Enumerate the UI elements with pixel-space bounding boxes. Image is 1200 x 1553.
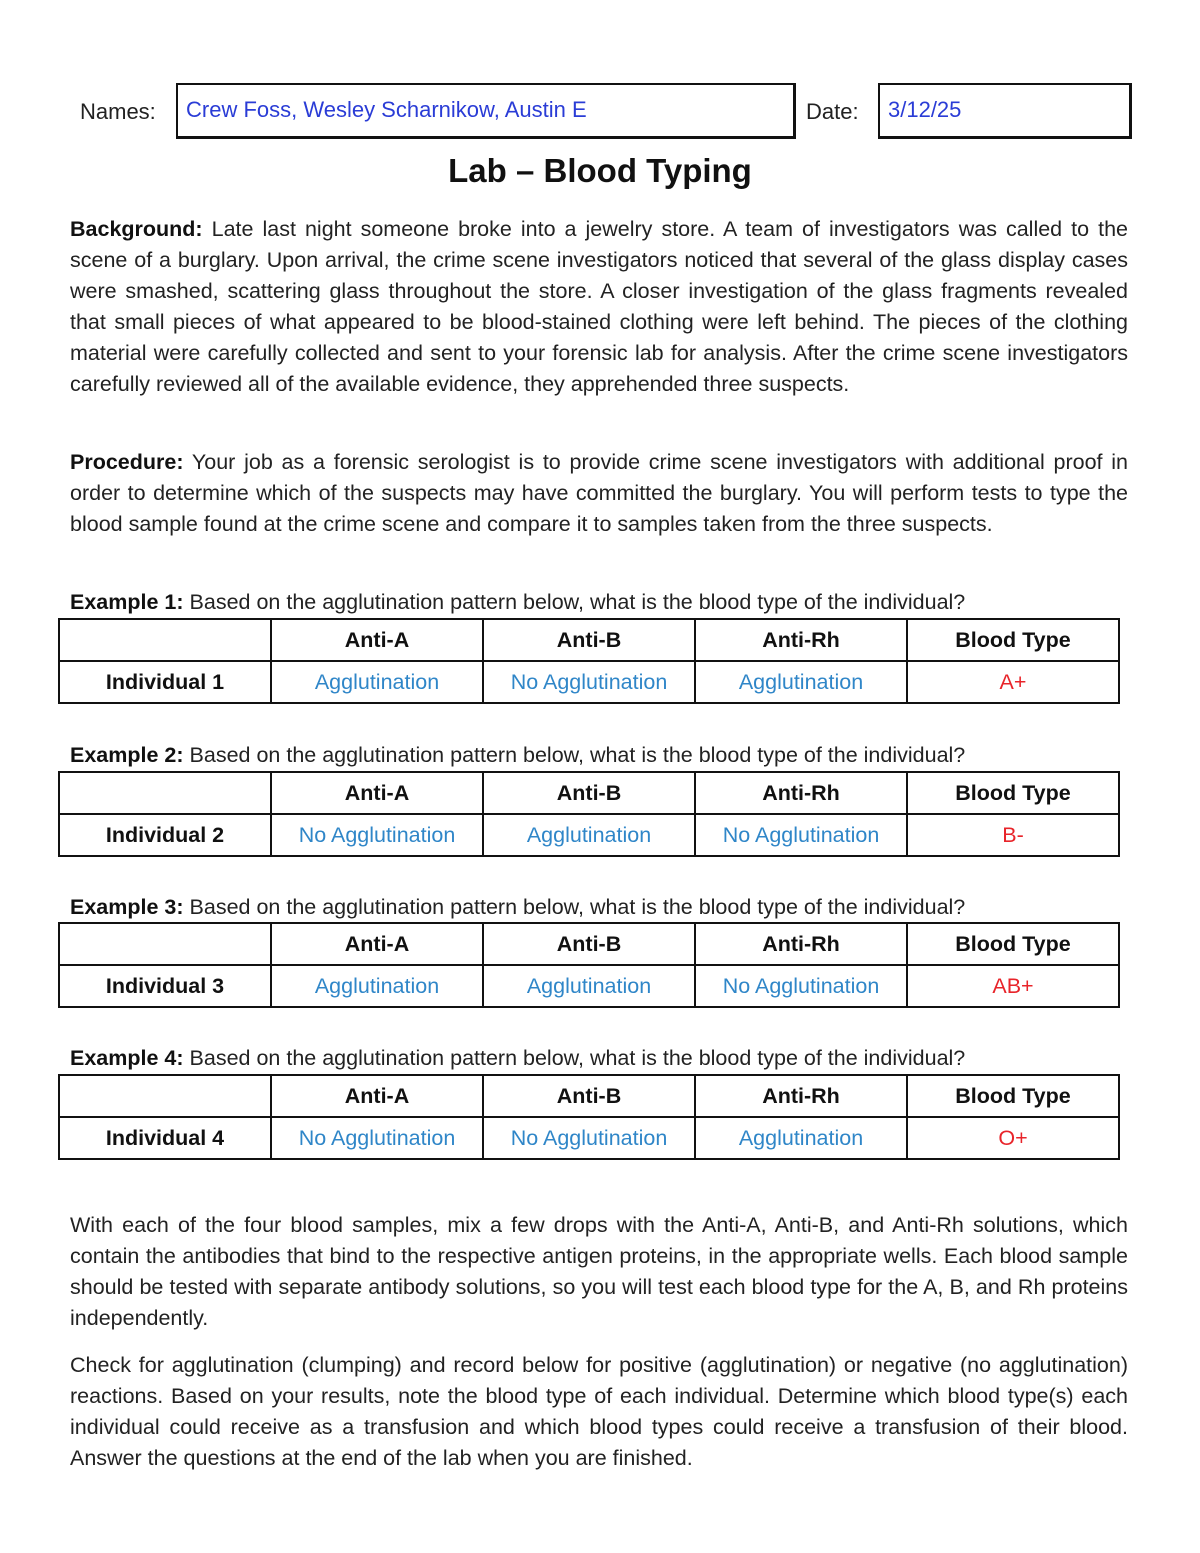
header-anti-a: Anti-A: [271, 619, 483, 661]
anti-a-result[interactable]: Agglutination: [271, 661, 483, 703]
table-row: [59, 1117, 1119, 1159]
example-3-question: [70, 895, 965, 920]
header-anti-rh: Anti-Rh: [695, 772, 907, 814]
example-3-table: [58, 922, 1120, 1008]
anti-b-result[interactable]: No Agglutination: [483, 661, 695, 703]
table-header-row: [59, 923, 1119, 965]
example-question: Based on the agglutination pattern below, what is the blood type of the individual?: [189, 590, 966, 614]
individual-label: Individual 4: [59, 1117, 271, 1159]
page-title: Lab – Blood Typing: [448, 152, 752, 189]
example-question: Based on the agglutination pattern below, what is the blood type of the individual?: [189, 743, 966, 767]
background-label: Background:: [70, 217, 203, 241]
example-label: Example 4:: [70, 1046, 184, 1070]
header-anti-rh: Anti-Rh: [695, 619, 907, 661]
example-label: Example 2:: [70, 743, 184, 767]
example-label: Example 3:: [70, 895, 184, 919]
anti-rh-result[interactable]: No Agglutination: [695, 965, 907, 1007]
example-4-question: [70, 1046, 965, 1071]
date-field[interactable]: 3/12/25: [878, 83, 1132, 139]
example-1-table: [58, 618, 1120, 704]
header-anti-a: Anti-A: [271, 923, 483, 965]
background-paragraph: [70, 214, 1128, 400]
table-row: [59, 661, 1119, 703]
anti-b-result[interactable]: Agglutination: [483, 965, 695, 1007]
table-header-row: [59, 619, 1119, 661]
instructions-paragraph-1: With each of the four blood samples, mix a few drops with the Anti-A, Anti-B, and Anti-Rh solutions, which contain the antibodies that bind to the respective antigen proteins, in the appropriate wells. Each blood sample should be tested with separate antibody solutions, so you will test each blood type for the A, B, and Rh proteins independently.: [70, 1213, 1128, 1330]
blood-type-result[interactable]: AB+: [907, 965, 1119, 1007]
date-label: Date:: [806, 99, 859, 124]
table-row: [59, 814, 1119, 856]
header-anti-rh: Anti-Rh: [695, 1075, 907, 1117]
corner-cell: [59, 1075, 271, 1117]
procedure-label: Procedure:: [70, 450, 184, 474]
procedure-paragraph: [70, 447, 1128, 540]
background-text: Late last night someone broke into a jewelry store. A team of investigators was called to the scene of a burglary. Upon arrival, the crime scene investigators noticed that several of the glass display cases were smashed, scattering glass throughout the store. A closer investigation of the glass fragments revealed that small pieces of what appeared to be blood-stained clothing were left behind. The pieces of the clothing material were carefully collected and sent to your forensic lab for analysis. After the crime scene investigators carefully reviewed all of the available evidence, they apprehended three suspects.: [70, 217, 1128, 396]
anti-a-result[interactable]: No Agglutination: [271, 1117, 483, 1159]
individual-label: Individual 1: [59, 661, 271, 703]
blood-type-result[interactable]: O+: [907, 1117, 1119, 1159]
names-field[interactable]: Crew Foss, Wesley Scharnikow, Austin E: [176, 83, 796, 139]
anti-b-result[interactable]: No Agglutination: [483, 1117, 695, 1159]
table-row: [59, 965, 1119, 1007]
example-question: Based on the agglutination pattern below, what is the blood type of the individual?: [189, 895, 966, 919]
procedure-text: Your job as a forensic serologist is to provide crime scene investigators with additional proof in order to determine which of the suspects may have committed the burglary. You will perform tests to type the blood sample found at the crime scene and compare it to samples taken from the three suspects.: [70, 450, 1128, 536]
header-anti-b: Anti-B: [483, 923, 695, 965]
anti-a-result[interactable]: Agglutination: [271, 965, 483, 1007]
anti-b-result[interactable]: Agglutination: [483, 814, 695, 856]
example-1-question: [70, 590, 965, 615]
corner-cell: [59, 923, 271, 965]
individual-label: Individual 3: [59, 965, 271, 1007]
header-anti-b: Anti-B: [483, 619, 695, 661]
blood-type-result[interactable]: A+: [907, 661, 1119, 703]
instructions-paragraph-2: Check for agglutination (clumping) and record below for positive (agglutination) or negative (no agglutination) reactions. Based on your results, note the blood type of each individual. Determine which blood type(s) each individual could receive as a transfusion and which blood types could receive a transfusion of their blood. Answer the questions at the end of the lab when you are finished.: [70, 1353, 1128, 1470]
anti-a-result[interactable]: No Agglutination: [271, 814, 483, 856]
individual-label: Individual 2: [59, 814, 271, 856]
header-blood-type: Blood Type: [907, 1075, 1119, 1117]
example-question: Based on the agglutination pattern below, what is the blood type of the individual?: [189, 1046, 966, 1070]
example-2-table: [58, 771, 1120, 857]
header-blood-type: Blood Type: [907, 772, 1119, 814]
anti-rh-result[interactable]: No Agglutination: [695, 814, 907, 856]
anti-rh-result[interactable]: Agglutination: [695, 1117, 907, 1159]
anti-rh-result[interactable]: Agglutination: [695, 661, 907, 703]
corner-cell: [59, 772, 271, 814]
header-anti-a: Anti-A: [271, 772, 483, 814]
example-2-question: [70, 743, 965, 768]
corner-cell: [59, 619, 271, 661]
header-anti-b: Anti-B: [483, 772, 695, 814]
header-anti-rh: Anti-Rh: [695, 923, 907, 965]
names-label: Names:: [80, 99, 156, 124]
header-anti-a: Anti-A: [271, 1075, 483, 1117]
header-anti-b: Anti-B: [483, 1075, 695, 1117]
example-label: Example 1:: [70, 590, 184, 614]
table-header-row: [59, 772, 1119, 814]
example-4-table: [58, 1074, 1120, 1160]
header-blood-type: Blood Type: [907, 619, 1119, 661]
header-blood-type: Blood Type: [907, 923, 1119, 965]
table-header-row: [59, 1075, 1119, 1117]
blood-type-result[interactable]: B-: [907, 814, 1119, 856]
